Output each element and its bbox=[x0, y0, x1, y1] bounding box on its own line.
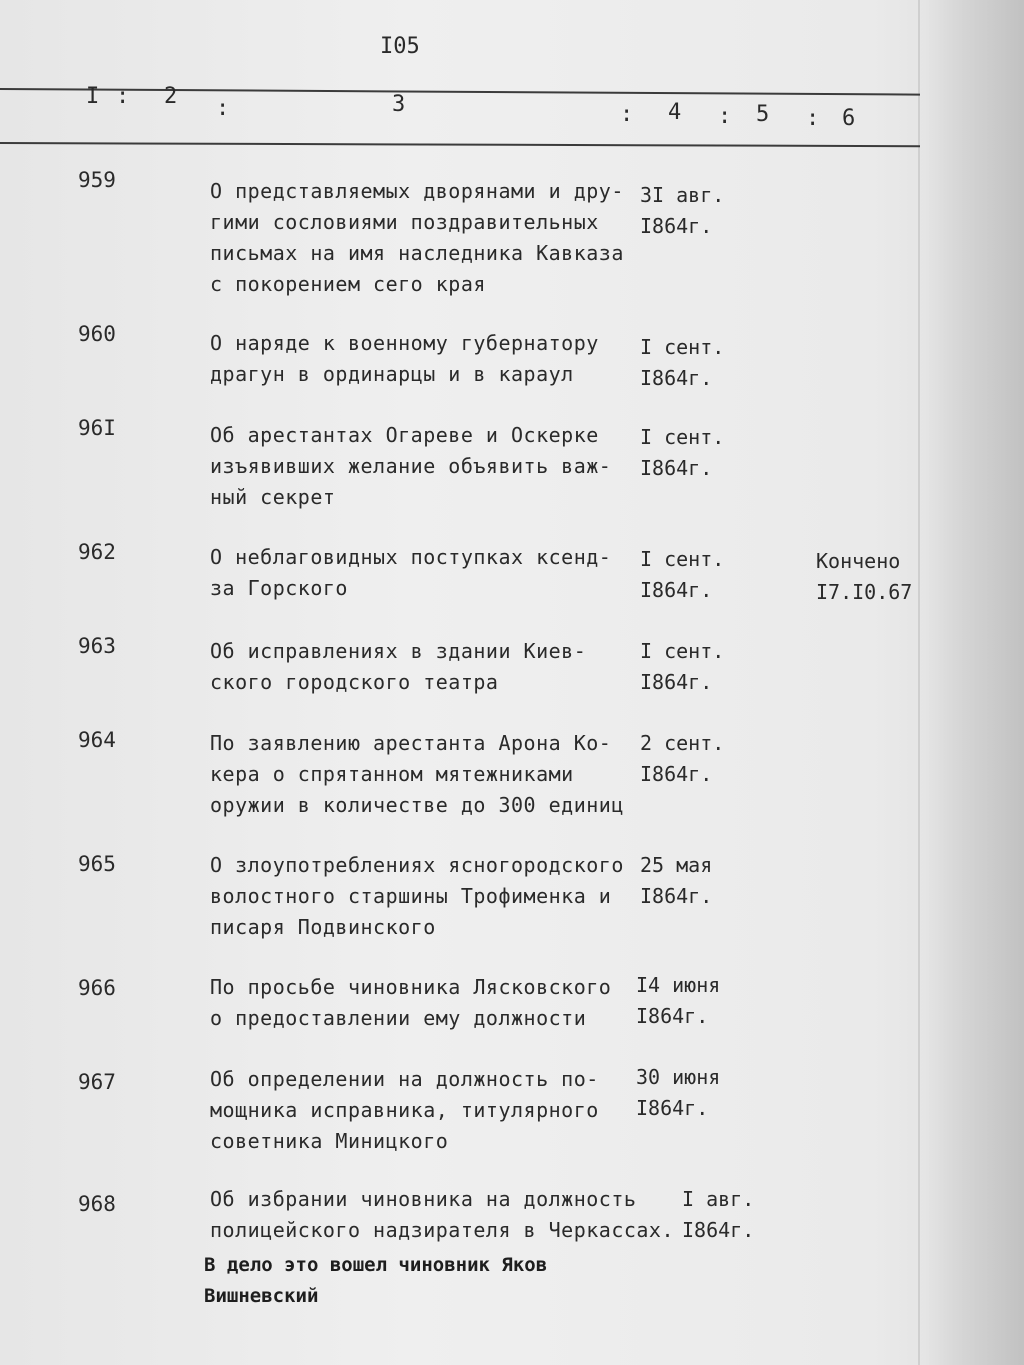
row-date: I сент. I864г. bbox=[640, 639, 725, 694]
row-number: 967 bbox=[78, 1070, 116, 1094]
row-date: 2 сент. I864г. bbox=[640, 731, 725, 786]
row-note: Кончено I7.I0.67 bbox=[816, 549, 913, 604]
row-title: О неблаговидных поступках ксенд- за Горского bbox=[210, 545, 612, 600]
row-date: I авг. I864г. bbox=[682, 1187, 755, 1242]
column-header-separator: : bbox=[216, 96, 230, 121]
column-header-separator: : bbox=[620, 102, 634, 127]
row-number: 962 bbox=[78, 540, 116, 564]
column-header-2: 2 bbox=[164, 84, 178, 109]
column-header-1: I bbox=[86, 84, 100, 109]
row-title: По просьбе чиновника Лясковского о предоставлении ему должности bbox=[210, 975, 612, 1030]
row-title: Об избрании чиновника на должность полицейского надзирателя в Черкассах. bbox=[210, 1187, 675, 1242]
row-title: Об арестантах Огареве и Оскерке изъявивших желание объявить важ- ный секрет bbox=[210, 423, 612, 509]
column-header-6: 6 bbox=[842, 106, 856, 131]
row-date: I сент. I864г. bbox=[640, 425, 725, 480]
row-title: О злоупотреблениях ясногородского волостного старшины Трофименка и писаря Подвинского bbox=[210, 853, 624, 939]
page-number: I05 bbox=[380, 34, 420, 59]
column-header-4: 4 bbox=[668, 100, 682, 125]
row-date: 30 июня I864г. bbox=[636, 1065, 721, 1120]
column-header-3: 3 bbox=[392, 92, 406, 117]
row-number: 965 bbox=[78, 852, 116, 876]
row-number: 964 bbox=[78, 728, 116, 752]
row-number: 966 bbox=[78, 976, 116, 1000]
row-title: О наряде к военному губернатору драгун в ординарцы и в караул bbox=[210, 331, 599, 386]
page-edge bbox=[918, 0, 920, 1365]
row-date: I4 июня I864г. bbox=[636, 973, 721, 1028]
page-shadow bbox=[924, 0, 1024, 1365]
row-number: 968 bbox=[78, 1192, 116, 1216]
row-number: 959 bbox=[78, 168, 116, 192]
column-header-separator: : bbox=[718, 104, 732, 129]
row-date: I сент. I864г. bbox=[640, 335, 725, 390]
handwritten-note: В дело это вошел чиновник Яков Вишневский bbox=[204, 1254, 548, 1307]
column-header-5: 5 bbox=[756, 102, 770, 127]
row-date: I сент. I864г. bbox=[640, 547, 725, 602]
row-number: 960 bbox=[78, 322, 116, 346]
column-header-separator: : bbox=[116, 84, 130, 109]
row-date: 3I авг. I864г. bbox=[640, 183, 725, 238]
row-title: Об исправлениях в здании Киев- ского городского театра bbox=[210, 639, 587, 694]
row-number: 96I bbox=[78, 416, 116, 440]
row-title: О представляемых дворянами и дру- гими сословиями поздравительных письмах на имя наследника Кавказа с покорением сего края bbox=[210, 179, 624, 296]
row-title: По заявлению арестанта Арона Ко- кера о спрятанном мятежниками оружии в количестве до 300 единиц bbox=[210, 731, 624, 817]
row-number: 963 bbox=[78, 634, 116, 658]
column-header-separator: : bbox=[806, 106, 820, 131]
row-date: 25 мая I864г. bbox=[640, 853, 713, 908]
row-title: Об определении на должность по- мощника исправника, титулярного советника Миницкого bbox=[210, 1067, 599, 1153]
